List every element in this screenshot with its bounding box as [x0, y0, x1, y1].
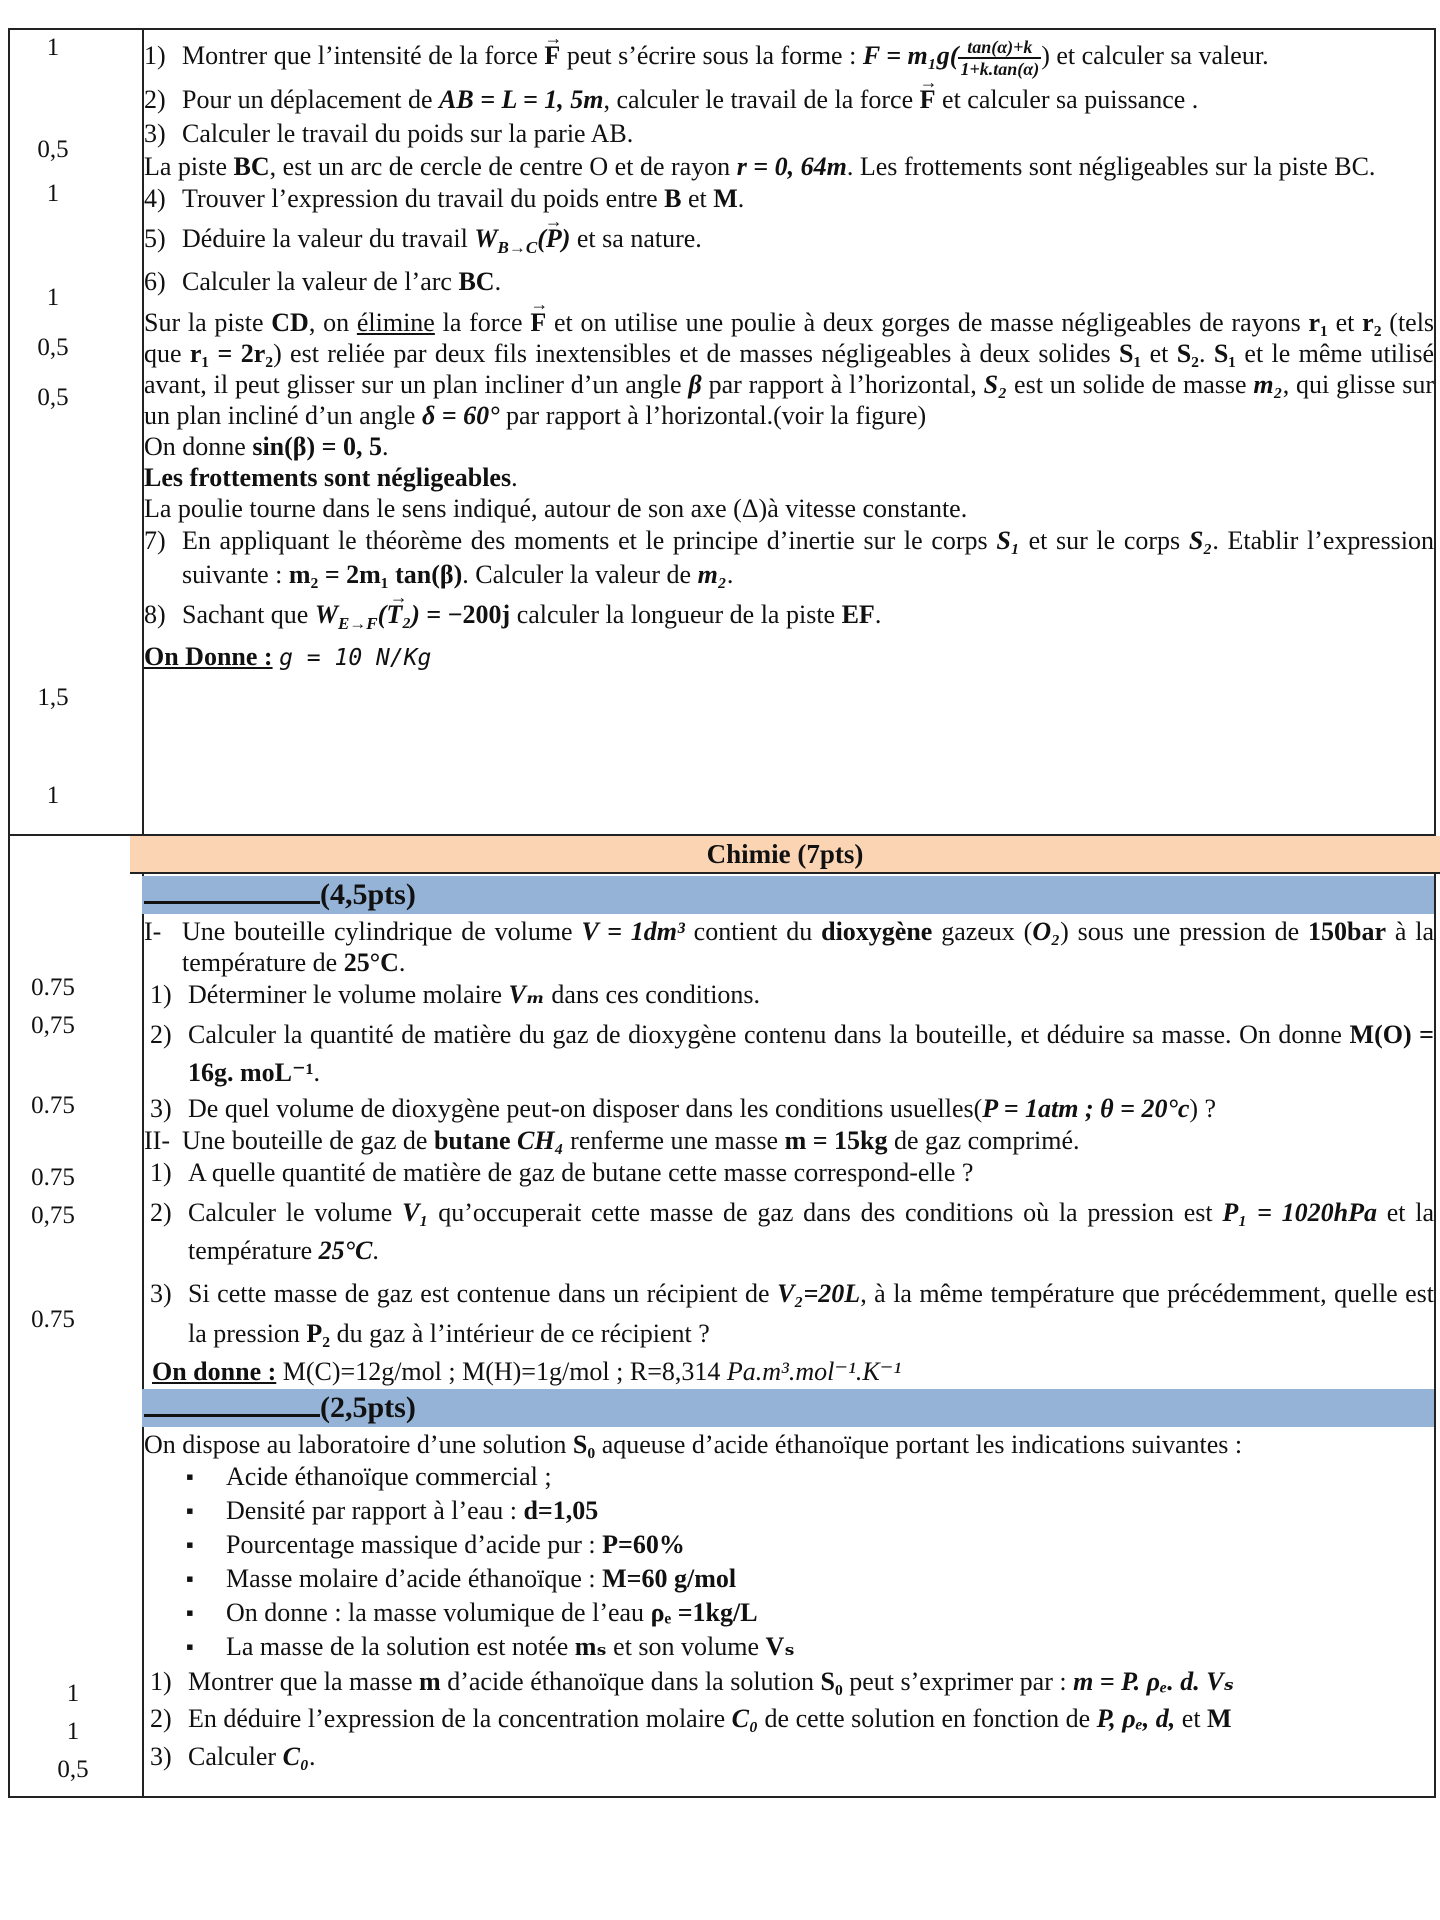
question-II1: 1) A quelle quantité de matière de gaz de butane cette masse correspond-elle ? — [150, 1158, 974, 1187]
list-item: ▪ Densité par rapport à l’eau : d=1,05 — [226, 1494, 1434, 1528]
points-q4: 1 — [46, 284, 60, 311]
question-I3: 3) De quel volume de dioxygène peut-on disposer dans les conditions usuelles(P = 1atm ; θ = 20°c) ? — [150, 1094, 1217, 1123]
part-I: I- Une bouteille cylindrique de volume V = 1dm³ contient du dioxygène gazeux (O₂) sous une pression de 150bar à la température de 25°C. — [144, 917, 1434, 977]
fraction: $\frac{\tan(\alpha)+k}{1+k.\tan(\alpha)}$ — [960, 37, 1040, 80]
points-q7: 1,5 — [37, 684, 69, 711]
chemistry-points-column — [9, 835, 143, 1797]
given-constants: On donne : M(C)=12g/mol ; M(H)=1g/mol ; R=8,314 Pa.m³.mol⁻¹.K⁻¹ — [152, 1357, 902, 1386]
question-2: 2) Pour un déplacement de AB = L = 1, 5m, calculer le travail de la force → F et calculer sa puissance . — [144, 83, 1434, 117]
label-indications — [144, 1460, 1434, 1664]
points-A2: 1 — [66, 1718, 80, 1745]
question-8: 8) Sachant que $W_{E\to F}\to (T_2) = -200j$ calculer la longueur de la piste EF. — [144, 598, 1434, 641]
list-item: ▪ Acide éthanoïque commercial ; — [226, 1460, 1434, 1494]
question-4: 4) Trouver l’expression du travail du poids entre B et M. — [144, 184, 745, 214]
points-q2: 0,5 — [37, 136, 69, 163]
list-item: ▪ La masse de la solution est notée mₛ et son volume Vₛ — [226, 1630, 1434, 1664]
title-blank — [144, 1392, 320, 1417]
exam-sheet — [8, 28, 1436, 1798]
given-sin-beta: On donne sin(β) = 0, 5. — [144, 432, 389, 462]
exercise1-header: (4,5pts) — [142, 876, 1434, 914]
points-q3: 1 — [46, 180, 60, 207]
solution-intro: On dispose au laboratoire d’une solution S₀ aqueuse d’acide éthanoïque portant les indications suivantes : — [144, 1430, 1243, 1459]
paragraph-bc: La piste BC, est un arc de cercle de centre O et de rayon r = 0, 64m. Les frottements sont négligeables sur la piste BC. — [144, 152, 1376, 182]
question-I1: 1) Déterminer le volume molaire Vₘ dans ces conditions. — [150, 980, 761, 1009]
list-item: ▪ On donne : la masse volumique de l’eau ρₑ =1kg/L — [226, 1596, 1434, 1630]
points-A1: 1 — [66, 1680, 80, 1707]
chemistry-content — [143, 835, 1435, 1797]
title-blank — [144, 879, 320, 904]
question-A3: 3) Calculer C₀. — [150, 1742, 316, 1771]
exercise2-header: (2,5pts) — [142, 1389, 1434, 1427]
physics-row — [9, 29, 1435, 835]
points-A3: 0,5 — [57, 1756, 89, 1783]
points-q6: 0,5 — [37, 384, 69, 411]
question-3: 3) Calculer le travail du poids sur la parie AB. — [144, 119, 634, 149]
points-II2: 0,75 — [31, 1202, 75, 1229]
chemistry-header: Chimie (7pts) — [130, 836, 1440, 874]
question-5: 5) Déduire la valeur du travail $W_{B\to C}\to (P)$ et sa nature. — [144, 222, 1434, 265]
question-7: 7) En appliquant le théorème des moments et le principe d’inertie sur le corps S₁ et sur le corps S₂. Etablir l’expression suivante : m₂ = 2m₁ tan(β). Calculer la valeur de m₂. — [144, 526, 1435, 590]
points-q8: 1 — [46, 782, 60, 809]
chemistry-row — [9, 835, 1435, 1797]
question-A1: 1) Montrer que la masse m d’acide éthanoïque dans la solution S₀ peut s’exprimer par : m = P. ρₑ. d. Vₛ — [150, 1667, 1234, 1696]
pulley-note: La poulie tourne dans le sens indiqué, autour de son axe (Δ)à vitesse constante. — [144, 494, 968, 524]
list-item: ▪ Masse molaire d’acide éthanoïque : M=60 g/mol — [226, 1562, 1434, 1596]
points-q1: 1 — [46, 34, 60, 61]
physics-content — [143, 29, 1435, 835]
points-q5: 0,5 — [37, 334, 69, 361]
question-1: 1) Montrer que l’intensité de la force → F peut s’écrire sous la forme : F = m₁g( $\frac{\tan(\alpha)+k}{1+k.\tan(\alpha)}$ ) et calculer sa valeur. — [144, 36, 1434, 79]
question-I2: 2) Calculer la quantité de matière du gaz de dioxygène contenu dans la bouteille, et déduire sa masse. On donne M(O) = 16g. moL⁻¹. — [150, 1020, 1435, 1087]
points-I2: 0,75 — [31, 1012, 75, 1039]
question-II3: 3) Si cette masse de gaz est contenue dans un récipient de V₂=20L, à la même température que précédemment, quelle est la pression P₂ du gaz à l’intérieur de ce récipient ? — [150, 1279, 1434, 1348]
points-I1: 0.75 — [31, 974, 75, 1001]
physics-points-column — [9, 29, 143, 835]
part-II: II- Une bouteille de gaz de butane CH₄ renferme une masse m = 15kg de gaz comprimé. — [144, 1126, 1080, 1155]
given-gravity: On Donne : g = 10 N/Kg — [144, 642, 432, 672]
question-A2: 2) En déduire l’expression de la concentration molaire C₀ de cette solution en fonction de P, ρₑ, d, et M — [150, 1704, 1232, 1733]
question-6: 6) Calculer la valeur de l’arc BC. — [144, 267, 502, 297]
points-II1: 0.75 — [31, 1164, 75, 1191]
paragraph-cd: Sur la piste CD, on élimine la force → F et on utilise une poulie à deux gorges de masse négligeables de rayons r₁ et r₂ (tels que r₁ = 2r₂) est reliée par deux fils inextensibles et de masses négligeables à deux solides S₁ et S₂. S₁ et le même utilisé avant, il peut glisser sur un plan incliner d’un angle β par rapport à l’horizontal, S₂ est un solide de masse m₂, qui glisse sur un plan incliné d’un angle δ = 60° par rapport à l’horizontal.(voir la figure) — [144, 307, 1434, 431]
question-II2: 2) Calculer le volume V₁ qu’occuperait cette masse de gaz dans des conditions où la pression est P₁ = 1020hPa et la température 25°C. — [150, 1198, 1435, 1265]
points-I3: 0.75 — [31, 1092, 75, 1119]
exam-table — [8, 28, 1436, 1798]
frictions-note: Les frottements sont négligeables. — [144, 463, 518, 493]
points-II3: 0.75 — [31, 1306, 75, 1333]
list-item: ▪ Pourcentage massique d’acide pur : P=60% — [226, 1528, 1434, 1562]
